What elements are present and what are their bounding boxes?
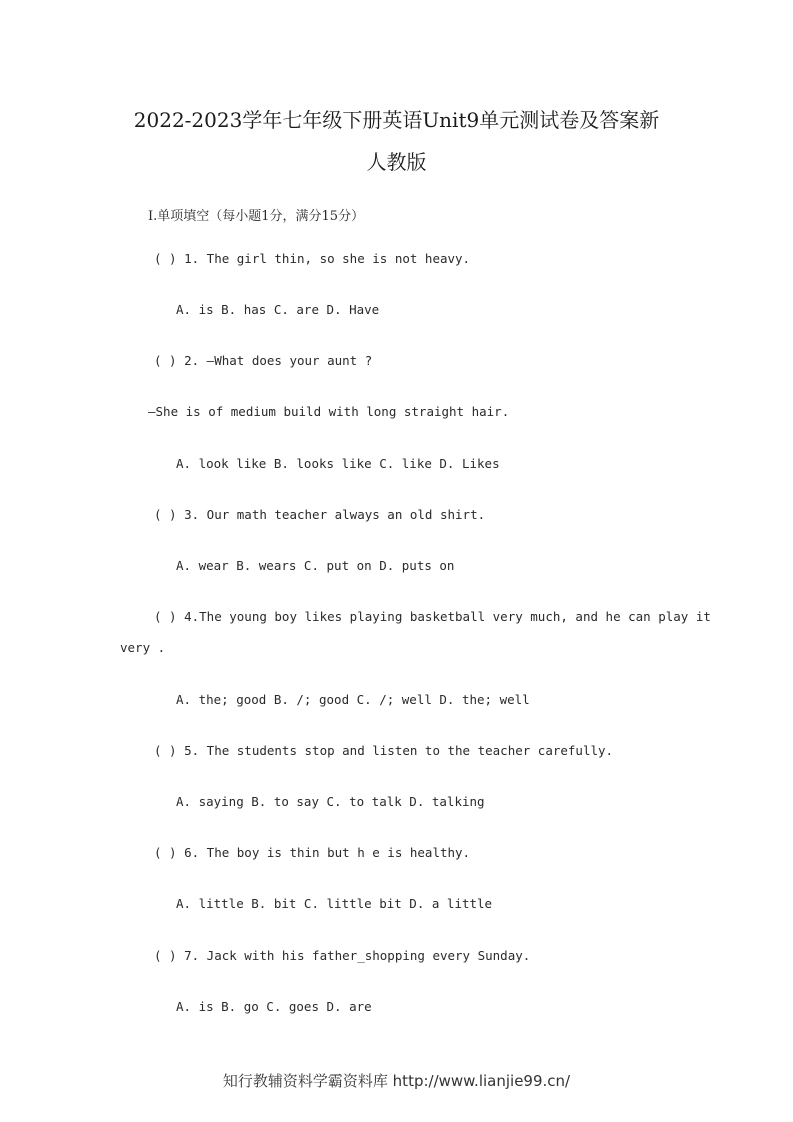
section-heading: I.单项填空（每小题1分，满分15分） [148, 209, 365, 224]
footer-watermark-link[interactable]: 知行教辅资料学霸资料库 http://www.lianjie99.cn/ [222, 1072, 571, 1090]
question-4-stem-continued: very . [120, 640, 166, 655]
document-title-line-1: 2022-2023学年七年级下册英语Unit9单元测试卷及答案新 [133, 108, 660, 132]
question-6-options: A. little B. bit C. little bit D. a little [176, 896, 493, 911]
question-1-stem: ( ) 1. The girl thin, so she is not heavy. [154, 251, 471, 266]
question-5-stem: ( ) 5. The students stop and listen to the teacher carefully. [154, 743, 614, 758]
question-2-stem: ( ) 2. —What does your aunt ? [154, 353, 373, 368]
question-3-options: A. wear B. wears C. put on D. puts on [176, 558, 455, 573]
question-6-stem: ( ) 6. The boy is thin but h e is healthy. [154, 845, 471, 860]
question-5-options: A. saying B. to say C. to talk D. talking [176, 794, 485, 809]
question-2-options: A. look like B. looks like C. like D. Likes [176, 456, 500, 471]
question-7-stem: ( ) 7. Jack with his father_shopping every Sunday. [154, 948, 531, 963]
question-2-stem-continued: —She is of medium build with long straight hair. [148, 404, 510, 419]
question-3-stem: ( ) 3. Our math teacher always an old shirt. [154, 507, 486, 522]
question-1-options: A. is B. has C. are D. Have [176, 302, 380, 317]
question-7-options: A. is B. go C. goes D. are [176, 999, 372, 1014]
question-4-stem: ( ) 4.The young boy likes playing basketball very much, and he can play it [154, 609, 711, 624]
document-title-line-2: 人教版 [366, 150, 427, 174]
question-4-options: A. the; good B. /; good C. /; well D. the; well [176, 692, 530, 707]
